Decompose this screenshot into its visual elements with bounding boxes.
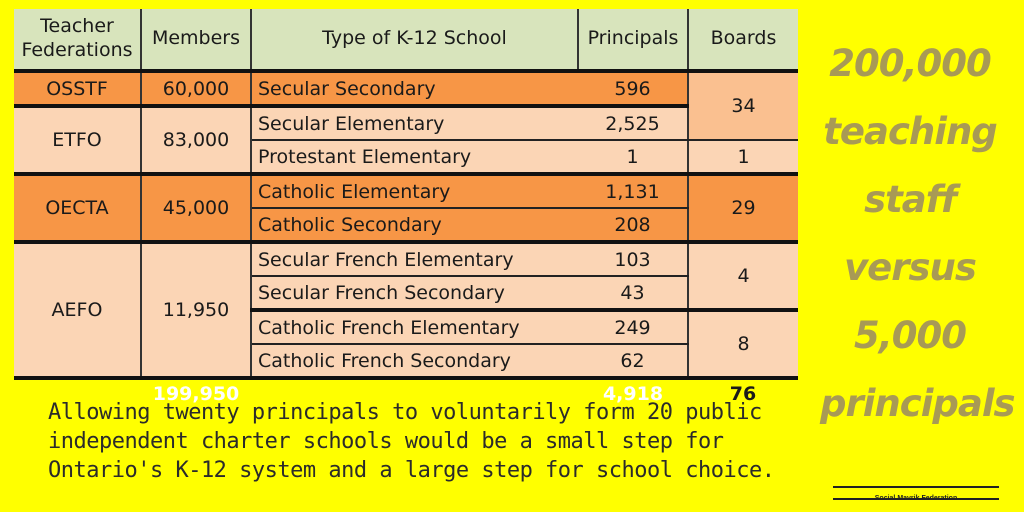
principals-value: 249 bbox=[578, 310, 688, 344]
table-row bbox=[14, 71, 798, 106]
boards-value: 8 bbox=[688, 310, 798, 378]
boards-value: 34 bbox=[688, 71, 798, 140]
school-type: Catholic French Elementary bbox=[251, 310, 578, 344]
boards-value: 1 bbox=[688, 140, 798, 174]
federation-name: AEFO bbox=[14, 242, 141, 378]
footer-text: Social Mavrik Federation bbox=[874, 495, 958, 502]
principals-value: 103 bbox=[578, 242, 688, 276]
school-type: Secular Elementary bbox=[251, 106, 578, 140]
caption-line: Ontario's K-12 system and a large step for school choice. bbox=[48, 458, 775, 483]
table-row bbox=[14, 174, 798, 208]
principals-value: 43 bbox=[578, 276, 688, 310]
school-type: Catholic Secondary bbox=[251, 208, 578, 242]
principals-value: 2,525 bbox=[578, 106, 688, 140]
school-type: Catholic French Secondary bbox=[251, 344, 578, 378]
boards-value: 29 bbox=[688, 174, 798, 242]
header-principals: Principals bbox=[578, 9, 688, 71]
total-members: 199,950 bbox=[141, 378, 251, 408]
header-federations: Teacher Federations bbox=[14, 9, 141, 71]
total-principals: 4,918 bbox=[578, 378, 688, 408]
header-row bbox=[14, 9, 798, 71]
side-line: staff bbox=[864, 178, 956, 221]
header-school-type: Type of K-12 School bbox=[251, 9, 578, 71]
school-type: Secular Secondary bbox=[251, 71, 578, 106]
principals-value: 596 bbox=[578, 71, 688, 106]
side-line: teaching bbox=[823, 110, 997, 153]
table-row bbox=[14, 106, 798, 140]
school-type: Secular French Secondary bbox=[251, 276, 578, 310]
members-value: 60,000 bbox=[141, 71, 251, 106]
school-type: Protestant Elementary bbox=[251, 140, 578, 174]
members-value: 45,000 bbox=[141, 174, 251, 242]
school-type: Catholic Elementary bbox=[251, 174, 578, 208]
principals-value: 1 bbox=[578, 140, 688, 174]
total-boards: 76 bbox=[688, 378, 798, 408]
caption bbox=[48, 398, 808, 485]
boards-value: 4 bbox=[688, 242, 798, 310]
side-callout bbox=[820, 30, 1015, 438]
header-members: Members bbox=[141, 9, 251, 71]
principals-value: 1,131 bbox=[578, 174, 688, 208]
federation-name: OECTA bbox=[14, 174, 141, 242]
federation-name: OSSTF bbox=[14, 71, 141, 106]
school-type: Secular French Elementary bbox=[251, 242, 578, 276]
header-boards: Boards bbox=[688, 9, 798, 71]
federation-name: ETFO bbox=[14, 106, 141, 174]
caption-line: independent charter schools would be a small step for bbox=[48, 429, 724, 454]
side-line: 5,000 bbox=[853, 314, 967, 357]
principals-value: 62 bbox=[578, 344, 688, 378]
members-value: 11,950 bbox=[141, 242, 251, 378]
table-row bbox=[14, 242, 798, 276]
side-line: principals bbox=[820, 382, 1015, 425]
side-line: versus bbox=[844, 246, 976, 289]
members-value: 83,000 bbox=[141, 106, 251, 174]
caption-line: Allowing twenty principals to voluntarily form 20 public bbox=[48, 400, 762, 425]
side-line: 200,000 bbox=[829, 42, 991, 85]
footer-credit bbox=[833, 486, 999, 500]
federations-table bbox=[14, 9, 798, 408]
principals-value: 208 bbox=[578, 208, 688, 242]
